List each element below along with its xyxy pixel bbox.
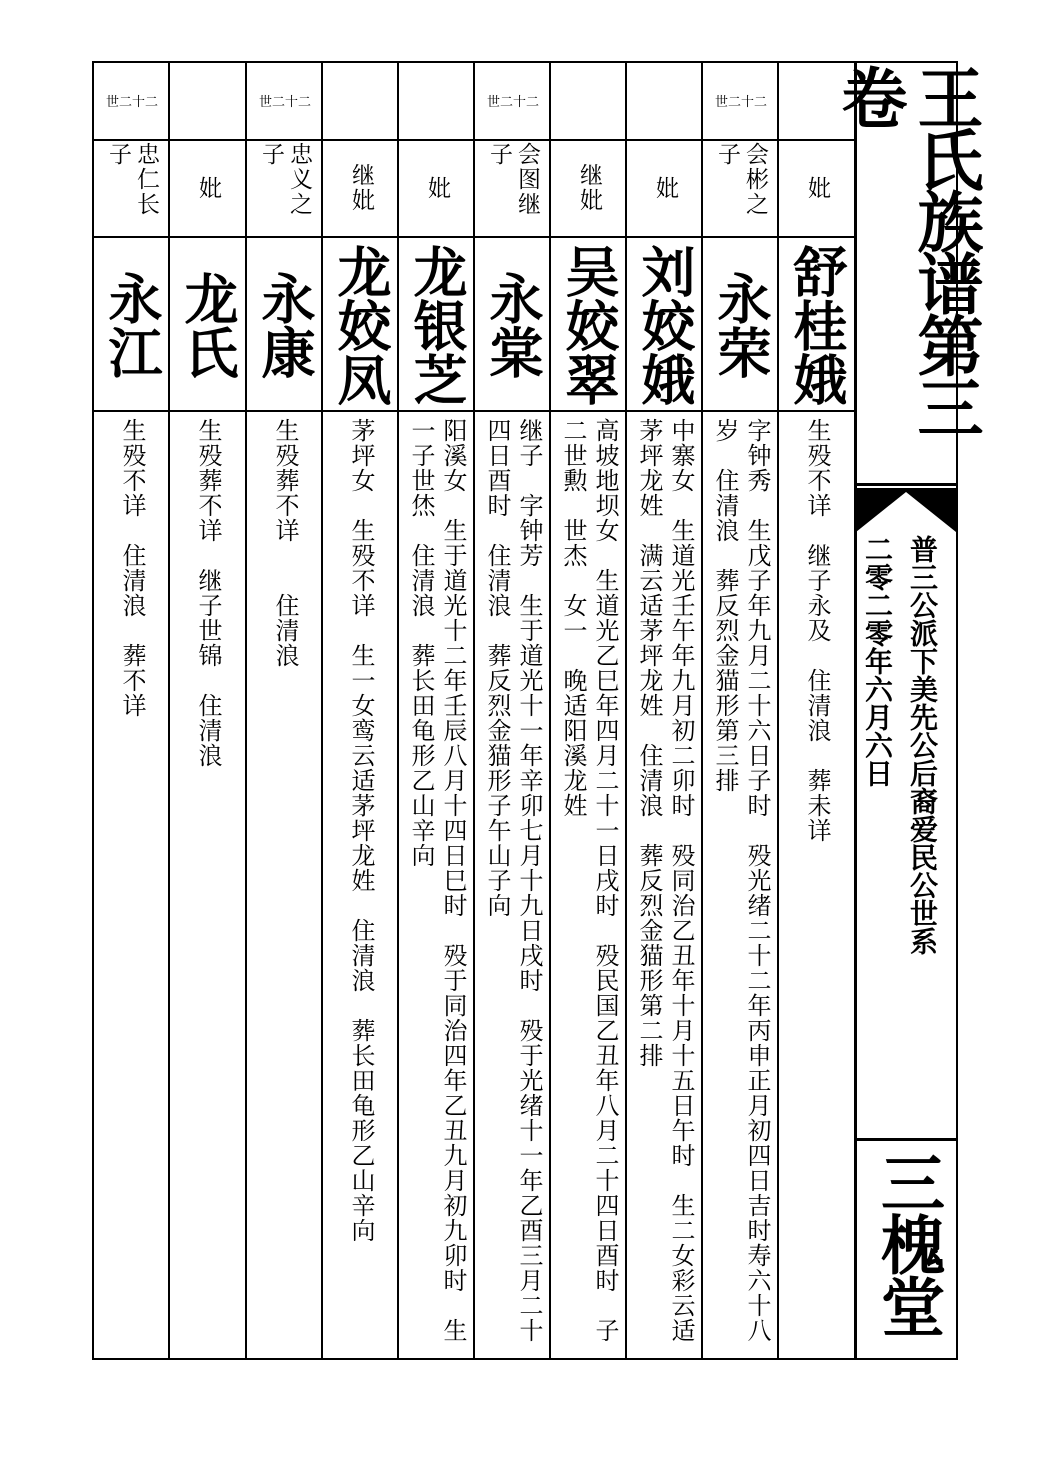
relation-text: 妣 (804, 175, 830, 201)
person-name: 永康 (253, 271, 317, 379)
generation-label (627, 68, 703, 132)
biography-text: 阳溪女 生于道光十二年壬辰八月十四日巳时 殁于同治四年乙丑九月初九卯时 生一子世烋 住清浪 葬长田龟形乙山辛向 (407, 418, 467, 1343)
person-name: 刘姣娥 (633, 244, 697, 406)
relation-cell (627, 142, 703, 234)
person-name: 舒桂娥 (785, 244, 849, 406)
relation-cell (399, 142, 475, 234)
biography-text: 字钟秀 生戊子年九月二十六日子时 殁光绪二十二年丙申正月初四日吉时寿六十八岁 住清浪 葬反烈金猫形第三排 (711, 418, 771, 1343)
relation-cell (247, 142, 323, 234)
biography-text: 继子 字钟芳 生于道光十一年辛卯七月十九日戌时 殁于光绪十一年乙酉三月二十四日酉时 住清浪 葬反烈金猫形子午山子向 (483, 418, 543, 1343)
generation-label (94, 68, 170, 132)
relation-text: 会图继子 (486, 142, 540, 217)
generation-label (170, 68, 246, 132)
biography-cell (323, 418, 399, 1353)
person-name-cell (323, 242, 399, 408)
generation-label (247, 68, 323, 132)
biography-cell (399, 418, 475, 1353)
biography-text: 生殁葬不详 住清浪 (271, 418, 299, 668)
person-name: 龙氏 (176, 271, 240, 379)
relation-text: 妣 (195, 175, 221, 201)
title-divider-bottom (856, 1138, 956, 1141)
generation-label (399, 68, 475, 132)
generation-text: 世二十二 (258, 94, 311, 110)
relation-text: 继妣 (576, 163, 602, 213)
generation-text: 世二十二 (714, 94, 767, 110)
relation-text: 继妣 (348, 163, 374, 213)
person-name: 吴姣翠 (557, 244, 621, 406)
biography-cell (779, 418, 855, 1353)
biography-cell (703, 418, 779, 1353)
relation-text: 忠义之子 (258, 142, 312, 217)
person-name: 龙姣凤 (329, 244, 393, 406)
relation-text: 忠仁长子 (105, 142, 159, 217)
generation-label (475, 68, 551, 132)
biography-cell (475, 418, 551, 1353)
biography-text: 生殁不详 住清浪 葬不详 (118, 418, 146, 718)
book-title: 王氏族谱第三卷 (830, 64, 984, 436)
person-name-cell (703, 242, 779, 408)
person-name-cell (475, 242, 551, 408)
person-name-cell (627, 242, 703, 408)
person-name-cell (247, 242, 323, 408)
title-fishtail-ornament (856, 488, 956, 534)
person-name-cell (551, 242, 627, 408)
person-name: 永荣 (709, 271, 773, 379)
biography-cell (170, 418, 246, 1353)
relation-cell (323, 142, 399, 234)
relation-text: 妣 (652, 175, 678, 201)
generation-text: 世二十二 (486, 94, 539, 110)
biography-cell (551, 418, 627, 1353)
relation-cell (170, 142, 246, 234)
person-name: 永江 (100, 271, 164, 379)
biography-text: 生殁不详 继子永及 住清浪 葬未详 (803, 418, 831, 843)
biography-text: 高坡地坝女 生道光乙巳年四月二十一日戌时 殁民国乙丑年八月二十四日酉时 子二世勲 世杰 女一 晚适阳溪龙姓 (559, 418, 619, 1343)
relation-cell (94, 142, 170, 234)
person-name-cell (399, 242, 475, 408)
relation-text: 妣 (424, 175, 450, 201)
person-name: 永棠 (481, 271, 545, 379)
person-name-cell (94, 242, 170, 408)
generation-text: 世二十二 (105, 94, 158, 110)
relation-cell (703, 142, 779, 234)
person-name-cell (170, 242, 246, 408)
title-divider-top (856, 483, 956, 486)
relation-text: 会彬之子 (714, 142, 768, 217)
generation-label (703, 68, 779, 132)
relation-cell (475, 142, 551, 234)
hall-name: 三槐堂 (870, 1150, 945, 1336)
compile-date: 二零二零年六月六日 (861, 535, 894, 787)
biography-text: 生殁葬不详 继子世锦 住清浪 (194, 418, 222, 768)
biography-text: 中寨女 生道光壬午年九月初二卯时 殁同治乙丑年十月十五日午时 生二女彩云适茅坪龙姓 满云适茅坪龙姓 住清浪 葬反烈金猫形第二排 (635, 418, 695, 1343)
branch-subtitle: 普三公派下美先公后裔爱民公世系 (906, 535, 939, 955)
person-name: 龙银芝 (405, 244, 469, 406)
generation-label (551, 68, 627, 132)
generation-label (323, 68, 399, 132)
biography-text: 茅坪女 生殁不详 生一女鸾云适茅坪龙姓 住清浪 葬长田龟形乙山辛向 (347, 418, 375, 1243)
relation-cell (551, 142, 627, 234)
biography-cell (627, 418, 703, 1353)
biography-cell (94, 418, 170, 1353)
biography-cell (247, 418, 323, 1353)
